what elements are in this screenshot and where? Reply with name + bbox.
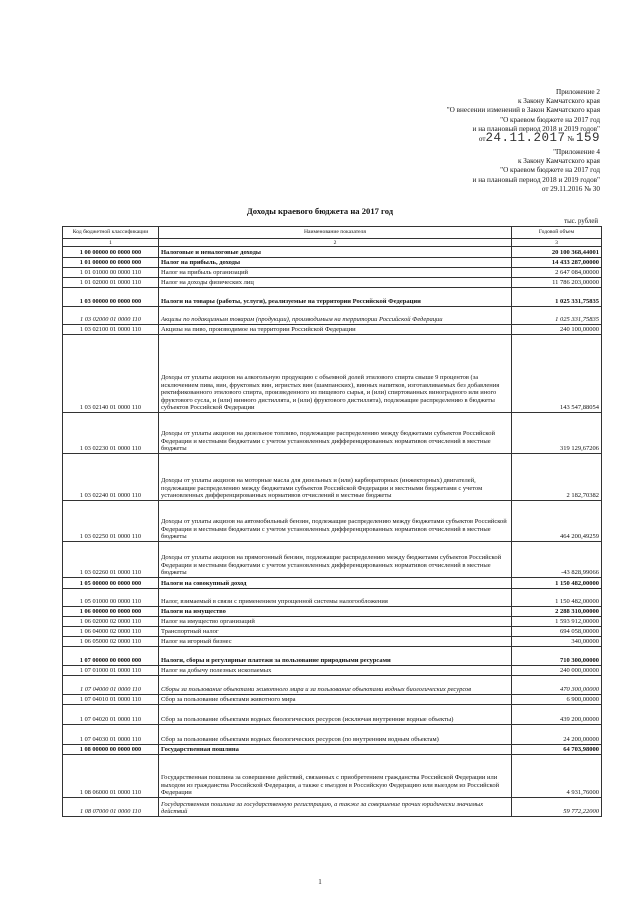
row-amount: 694 058,00000	[512, 627, 602, 637]
row-code: 1 03 02250 01 0000 110	[63, 501, 159, 542]
row-amount: 1 593 912,00000	[512, 617, 602, 627]
row-name: Доходы от уплаты акцизов на моторные масла для дизельных и (или) карбюраторных (инжекторных) двигателей, подлежащие распределению между бюджетами субъектов Российской Федерации и местными бюджетами с учетом установленных дифференцированных нормативов отчислений в местные бюджеты	[159, 454, 512, 501]
row-amount: 439 200,00000	[512, 705, 602, 725]
header-line: к Закону Камчатского края	[518, 97, 600, 106]
row-amount: 14 433 287,00000	[512, 258, 602, 268]
row-name: Налоги на имущество	[159, 607, 512, 617]
row-name: Акцизы по подакцизным товарам (продукции), производимым на территории Российской Федерации	[159, 307, 512, 325]
header-line: Приложение 2	[556, 88, 600, 96]
row-amount: 2 288 310,00000	[512, 607, 602, 617]
row-code: 1 06 04000 02 0000 110	[63, 627, 159, 637]
row-code: 1 07 04000 01 0000 110	[63, 676, 159, 695]
row-amount: 6 900,00000	[512, 695, 602, 705]
row-amount: 59 772,22000	[512, 798, 602, 817]
page-number: 1	[318, 878, 322, 886]
table-body	[63, 247, 602, 817]
table-header-row	[63, 227, 602, 239]
date-stamp: 24.11.2017	[485, 131, 566, 146]
row-code: 1 00 00000 00 0000 000	[63, 247, 159, 258]
row-amount: 710 300,00000	[512, 647, 602, 666]
row-name: Налог, взимаемый в связи с применением упрощенной системы налогообложения	[159, 589, 512, 607]
row-amount: 464 200,49259	[512, 501, 602, 542]
row-name: Налог на прибыль организаций	[159, 268, 512, 278]
header-name: Наименование показателя	[159, 227, 512, 239]
row-code: 1 05 01000 00 0000 110	[63, 589, 159, 607]
row-code: 1 01 00000 00 0000 000	[63, 258, 159, 268]
row-name: Государственная пошлина за государственную регистрацию, а также за совершение прочих юридически значимых действий	[159, 798, 512, 817]
header-line: и на плановый период 2018 и 2019 годов"	[472, 175, 600, 184]
table-row	[63, 617, 602, 627]
number-stamp: 159	[575, 131, 600, 146]
number-prefix: №	[567, 135, 575, 144]
table-row	[63, 335, 602, 413]
row-name: Доходы от уплаты акцизов на автомобильный бензин, подлежащие распределению между бюджетами субъектов Российской Федерации и местными бюджетами с учетом установленных дифференцированных нормативов отчислений в местные бюджеты	[159, 501, 512, 542]
row-name: Налог на добычу полезных ископаемых	[159, 666, 512, 676]
row-code: 1 07 04020 01 0000 110	[63, 705, 159, 725]
table-row	[63, 695, 602, 705]
header-line: "О внесении изменений в Закон Камчатского края	[446, 106, 600, 115]
row-name: Налоговые и неналоговые доходы	[159, 247, 512, 258]
row-amount: 143 547,88054	[512, 335, 602, 413]
row-code: 1 03 02260 01 0000 110	[63, 542, 159, 578]
row-code: 1 06 02000 02 0000 110	[63, 617, 159, 627]
row-code: 1 05 00000 00 0000 000	[63, 578, 159, 589]
row-code: 1 01 01000 00 0000 110	[63, 268, 159, 278]
row-name: Доходы от уплаты акцизов на алкогольную продукцию с объемной долей этилового спирта свыше 9 процентов (за исключением пива, вин, фруктовых вин, игристых вин (шампанских), винных напитков, изготавливаемых без добавления ректификованного этилового спирта, произведенного из пищевого сырья, и (или) спиртованных виноградного или иного фруктового сусла, и (или) винного дистиллята, и (или) фруктового дистиллята), подлежащие распределению в бюджеты субъектов Российской Федерации	[159, 335, 512, 413]
table-row	[63, 798, 602, 817]
row-code: 1 01 02000 01 0000 110	[63, 278, 159, 288]
row-name: Налог на имущество организаций	[159, 617, 512, 627]
row-code: 1 03 02100 01 0000 110	[63, 325, 159, 335]
row-amount: 4 931,76000	[512, 755, 602, 798]
row-code: 1 03 02000 01 0000 110	[63, 307, 159, 325]
column-number: 3	[512, 239, 602, 247]
column-number: 2	[159, 239, 512, 247]
table-row	[63, 705, 602, 725]
row-amount: 11 786 203,00000	[512, 278, 602, 288]
table-row	[63, 578, 602, 589]
table-row	[63, 325, 602, 335]
revenue-table	[62, 226, 602, 817]
row-name: Государственная пошлина	[159, 745, 512, 755]
header-amount: Годовой объем	[512, 227, 602, 239]
row-code: 1 07 04010 01 0000 110	[63, 695, 159, 705]
table-row	[63, 676, 602, 695]
row-code: 1 03 02140 01 0000 110	[63, 335, 159, 413]
date-prefix: от	[478, 135, 486, 144]
header-line: "О краевом бюджете на 2017 год	[500, 166, 600, 175]
row-code: 1 07 04030 01 0000 110	[63, 725, 159, 745]
header-line: от 29.11.2016 № 30	[541, 184, 600, 193]
table-row	[63, 542, 602, 578]
row-amount: 470 300,00000	[512, 676, 602, 695]
header-appendix-4	[473, 148, 600, 194]
row-code: 1 06 00000 00 0000 000	[63, 607, 159, 617]
table-row	[63, 268, 602, 278]
table-row	[63, 725, 602, 745]
table-row	[63, 307, 602, 325]
row-name: Акцизы на пиво, производимое на территории Российской Федерации	[159, 325, 512, 335]
row-amount: 319 129,67206	[512, 413, 602, 454]
document-title: Доходы краевого бюджета на 2017 год	[246, 206, 394, 216]
table-row	[63, 647, 602, 666]
column-number-row	[63, 239, 602, 247]
row-name: Налоги, сборы и регулярные платежи за пользование природными ресурсами	[159, 647, 512, 666]
row-code: 1 07 01000 01 0000 110	[63, 666, 159, 676]
header-line: "О краевом бюджете на 2017 год	[500, 115, 600, 124]
row-code: 1 03 02240 01 0000 110	[63, 454, 159, 501]
row-amount: 340,00000	[512, 637, 602, 647]
row-amount: 2 182,70382	[512, 454, 602, 501]
row-name: Доходы от уплаты акцизов на дизельное топливо, подлежащие распределению между бюджетами субъектов Российской Федерации и местными бюджетами с учетом установленных дифференцированных нормативов отчислений в местные бюджеты	[159, 413, 512, 454]
row-name: Сбор за пользование объектами водных биологических ресурсов (исключая внутренние водные объекты)	[159, 705, 512, 725]
table-row	[63, 637, 602, 647]
table-row	[63, 258, 602, 268]
column-number: 1	[63, 239, 159, 247]
table-row	[63, 755, 602, 798]
header-line: "Приложение 4	[553, 148, 600, 156]
row-name: Налог на доходы физических лиц	[159, 278, 512, 288]
row-code: 1 07 00000 00 0000 000	[63, 647, 159, 666]
row-code: 1 03 00000 00 0000 000	[63, 288, 159, 307]
row-amount: 240 000,00000	[512, 666, 602, 676]
units-label: тыс. рублей	[564, 218, 598, 225]
table-row	[63, 589, 602, 607]
row-amount: 1 025 331,75835	[512, 307, 602, 325]
row-name: Налоги на товары (работы, услуги), реализуемые на территории Российской Федерации	[159, 288, 512, 307]
row-name: Транспортный налог	[159, 627, 512, 637]
row-amount: 240 100,00000	[512, 325, 602, 335]
table-row	[63, 607, 602, 617]
header-line: и на плановый период 2018 и 2019 годов"	[472, 124, 600, 133]
row-code: 1 03 02230 01 0000 110	[63, 413, 159, 454]
row-code: 1 06 05000 02 0000 110	[63, 637, 159, 647]
row-amount: 1 025 331,75835	[512, 288, 602, 307]
table-row	[63, 288, 602, 307]
row-amount: 1 150 482,00000	[512, 578, 602, 589]
row-name: Сбор за пользование объектами водных биологических ресурсов (по внутренним водным объектам)	[159, 725, 512, 745]
row-amount: 64 703,98000	[512, 745, 602, 755]
table-row	[63, 627, 602, 637]
row-amount: -43 828,99066	[512, 542, 602, 578]
header-date-line	[447, 131, 600, 146]
table-row	[63, 745, 602, 755]
table-row	[63, 247, 602, 258]
row-name: Государственная пошлина за совершение действий, связанных с приобретением гражданства Российской Федерации или выходом из гражданства Российской Федерации, а также с въездом в Российскую Федерацию или выездом из Российской Федерации	[159, 755, 512, 798]
header-appendix-2	[447, 88, 600, 144]
row-name: Налог на игорный бизнес	[159, 637, 512, 647]
row-name: Налог на прибыль, доходы	[159, 258, 512, 268]
table-row	[63, 454, 602, 501]
row-name: Налоги на совокупный доход	[159, 578, 512, 589]
row-amount: 20 100 368,44001	[512, 247, 602, 258]
table-row	[63, 413, 602, 454]
table-row	[63, 501, 602, 542]
row-amount: 1 150 482,00000	[512, 589, 602, 607]
row-name: Сбор за пользование объектами животного мира	[159, 695, 512, 705]
row-code: 1 08 07000 01 0000 110	[63, 798, 159, 817]
row-name: Сборы за пользование объектами животного мира и за пользование объектами водных биологических ресурсов	[159, 676, 512, 695]
table-row	[63, 666, 602, 676]
row-amount: 24 200,00000	[512, 725, 602, 745]
row-amount: 2 647 084,00000	[512, 268, 602, 278]
row-code: 1 08 06000 01 0000 110	[63, 755, 159, 798]
header-code: Код бюджетной классификации	[63, 227, 159, 239]
table-row	[63, 278, 602, 288]
header-line: к Закону Камчатского края	[518, 157, 600, 166]
row-name: Доходы от уплаты акцизов на прямогонный бензин, подлежащие распределению между бюджетами субъектов Российской Федерации и местными бюджетами с учетом установленных дифференцированных нормативов отчислений в местные бюджеты	[159, 542, 512, 578]
row-code: 1 08 00000 00 0000 000	[63, 745, 159, 755]
